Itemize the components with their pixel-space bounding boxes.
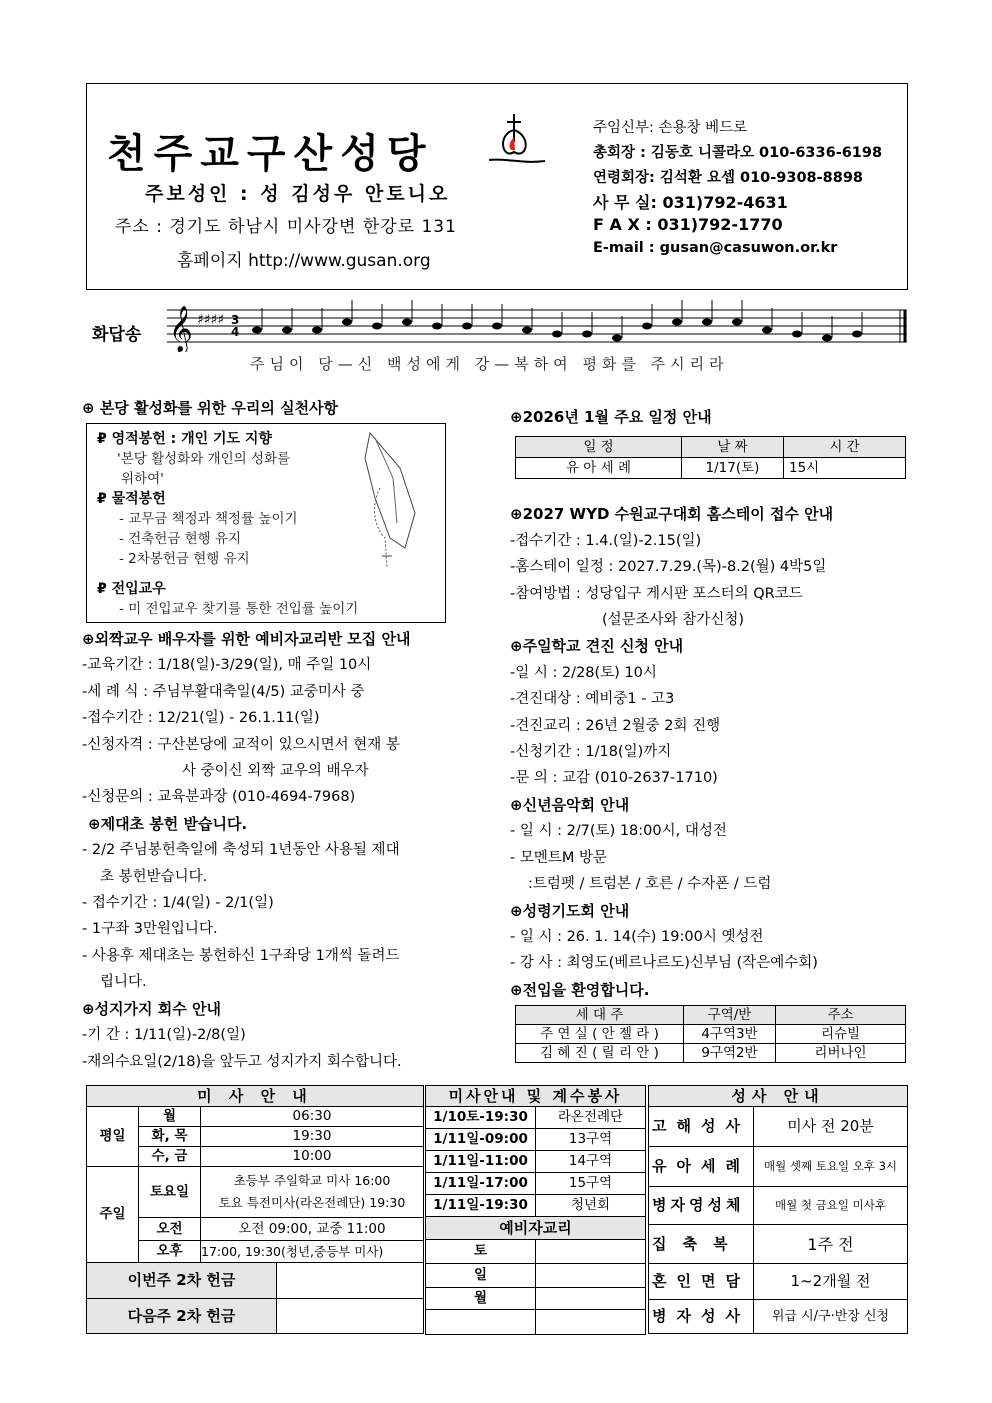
catechism-header: 예비자교리 bbox=[426, 1217, 646, 1240]
table-row bbox=[426, 1151, 646, 1173]
note bbox=[492, 323, 502, 330]
homepage-link[interactable]: 홈페이지 http://www.gusan.org bbox=[177, 251, 431, 271]
cell bbox=[536, 1264, 646, 1288]
catechism-line: -신청문의 : 교육분과장 (010-4694-7968) bbox=[82, 789, 356, 806]
table-row bbox=[649, 1225, 908, 1264]
wyd-line: -접수기간 : 1.4.(일)-2.15(일) bbox=[510, 532, 702, 549]
cell: 1/10토-19:30 bbox=[426, 1107, 536, 1129]
time: 19:30 bbox=[201, 1127, 424, 1147]
cell: 미사 전 20분 bbox=[754, 1107, 908, 1147]
candle-line: - 접수기간 : 1/4(일) - 2/1(일) bbox=[82, 895, 274, 912]
spirit-prayer-line: - 일 시 : 26. 1. 14(수) 19:00시 옛성전 bbox=[510, 928, 764, 945]
candle-line: - 사용후 제대초는 봉헌하신 1구좌당 1개씩 돌려드 bbox=[82, 947, 400, 964]
cell: 1/11일-09:00 bbox=[426, 1129, 536, 1151]
note bbox=[612, 335, 622, 342]
cell bbox=[426, 1310, 536, 1335]
catechism-line: 사 중이신 외짝 교우의 배우자 bbox=[182, 763, 369, 780]
svg-text:𝄞: 𝄞 bbox=[169, 306, 193, 352]
cell: 병자성사 bbox=[649, 1300, 754, 1334]
day: 토요일 bbox=[139, 1167, 201, 1218]
col-header: 날 짜 bbox=[682, 437, 784, 458]
psalm-label: 화답송 bbox=[92, 325, 142, 345]
address: 주소 : 경기도 하남시 미사강변 한강로 131 bbox=[115, 217, 457, 237]
cell: 리버나인 bbox=[776, 1044, 906, 1063]
fax: F A X : 031)792-1770 bbox=[593, 215, 783, 234]
cell: 매월 첫 금요일 미사후 bbox=[754, 1187, 908, 1225]
practice-title: ⊕ 본당 활성화를 위한 우리의 실천사항 bbox=[82, 399, 339, 417]
weekday-label: 평일 bbox=[87, 1107, 139, 1167]
right-column bbox=[510, 404, 910, 1063]
table-row bbox=[426, 1173, 646, 1195]
table-row bbox=[516, 1025, 906, 1044]
cell bbox=[536, 1310, 646, 1335]
cell: 고해성사 bbox=[649, 1107, 754, 1147]
cell: 1주 전 bbox=[754, 1225, 908, 1264]
day: 월 bbox=[139, 1107, 201, 1127]
cell: 1/11일-17:00 bbox=[426, 1173, 536, 1195]
note bbox=[522, 327, 532, 334]
cell: 14구역 bbox=[536, 1151, 646, 1173]
time: 오전 09:00, 교중 11:00 bbox=[201, 1218, 424, 1241]
wyd-line: -홈스테이 일정 : 2027.7.29.(목)-8.2(월) 4박5일 bbox=[510, 559, 827, 576]
offering-this-week: 이번주 2차 헌금 bbox=[87, 1263, 277, 1299]
concert-line: - 일 시 : 2/7(토) 18:00시, 대성전 bbox=[510, 823, 727, 840]
left-column bbox=[82, 395, 500, 421]
svg-text:3: 3 bbox=[231, 313, 240, 327]
candle-line: - 1구좌 3만원입니다. bbox=[82, 921, 218, 938]
wyd-line: (설문조사와 참가신청) bbox=[602, 612, 744, 629]
cell: 13구역 bbox=[536, 1129, 646, 1151]
cell: 9구역2반 bbox=[684, 1044, 776, 1063]
wyd-line: -참여방법 : 성당입구 게시판 포스터의 QR코드 bbox=[510, 585, 803, 602]
cell: 15시 bbox=[784, 458, 906, 479]
note bbox=[342, 319, 352, 326]
sunday-label: 주일 bbox=[87, 1167, 139, 1263]
table-row bbox=[426, 1129, 646, 1151]
service-title: 미사안내 및 계수봉사 bbox=[426, 1086, 646, 1107]
table-row bbox=[516, 458, 906, 479]
cell: 일 bbox=[426, 1264, 536, 1288]
concert-title: ⊕신년음악회 안내 bbox=[510, 795, 630, 814]
note bbox=[402, 319, 412, 326]
svg-text:4: 4 bbox=[231, 325, 240, 339]
day: 오전 bbox=[139, 1218, 201, 1241]
service-table bbox=[425, 1085, 646, 1335]
left-notices bbox=[82, 626, 500, 1075]
table-row bbox=[516, 1044, 906, 1063]
cell: 혼인면담 bbox=[649, 1264, 754, 1300]
cell bbox=[536, 1240, 646, 1264]
catechism-line: -접수기간 : 12/21(일) - 26.1.11(일) bbox=[82, 710, 320, 727]
mass-table bbox=[86, 1085, 424, 1334]
candle-line: 초 봉헌받습니다. bbox=[100, 868, 208, 885]
cell: 집축복 bbox=[649, 1225, 754, 1264]
offering-this-value bbox=[277, 1263, 424, 1299]
table-row bbox=[426, 1107, 646, 1129]
note bbox=[372, 323, 382, 330]
schedule-title: ⊕2026년 1월 주요 일정 안내 bbox=[510, 408, 712, 426]
table-row bbox=[649, 1264, 908, 1300]
practice-item-heading: ₽ 영적봉헌 : 개인 기도 지향 bbox=[97, 431, 272, 447]
confirmation-line: -견진대상 : 예비중1 - 고3 bbox=[510, 691, 675, 708]
cell: 토 bbox=[426, 1240, 536, 1264]
wyd-title: ⊕2027 WYD 수원교구대회 홈스테이 접수 안내 bbox=[510, 505, 834, 524]
sacrament-title: 성사 안내 bbox=[649, 1086, 908, 1107]
note bbox=[282, 327, 292, 334]
practice-item-text: - 건축헌금 현행 유지 bbox=[119, 531, 242, 547]
practice-item-heading: ₽ 물적봉헌 bbox=[97, 491, 166, 507]
pastor: 주임신부: 손용창 베드로 bbox=[593, 120, 748, 136]
note bbox=[252, 327, 262, 334]
confirmation-line: -문 의 : 교감 (010-2637-1710) bbox=[510, 770, 718, 787]
welcome-title: ⊕전입을 환영합니다. bbox=[510, 980, 650, 999]
practice-item-text: - 미 전입교우 찾기를 통한 전입률 높이기 bbox=[119, 601, 359, 617]
time: 17:00, 19:30(청년,중등부 미사) bbox=[201, 1241, 424, 1263]
time: 토요 특전미사(라온전례단) 19:30 bbox=[218, 1195, 406, 1210]
cell: 1~2개월 전 bbox=[754, 1264, 908, 1300]
cell: 1/11일-11:00 bbox=[426, 1151, 536, 1173]
table-row bbox=[649, 1107, 908, 1147]
cell: 15구역 bbox=[536, 1173, 646, 1195]
practice-item-text: '본당 활성화와 개인의 성화를 bbox=[117, 451, 291, 467]
col-header: 구역/반 bbox=[684, 1006, 776, 1025]
patron-saint: 주보성인 : 성 김성우 안토니오 bbox=[145, 183, 451, 205]
cell: 매월 셋째 토요일 오후 3시 bbox=[754, 1147, 908, 1187]
music-staff bbox=[167, 300, 912, 352]
cell: 주 연 실 ( 안 젤 라 ) bbox=[516, 1025, 684, 1044]
cell bbox=[536, 1288, 646, 1310]
note bbox=[792, 331, 802, 338]
svg-text:♯♯♯♯: ♯♯♯♯ bbox=[197, 312, 225, 328]
time: 초등부 주일학교 미사 16:00 bbox=[233, 1173, 391, 1188]
table-row bbox=[649, 1187, 908, 1225]
psalm-lyrics: 주님이 당—신 백성에게 강—복하여 평화를 주시리라 bbox=[250, 355, 729, 373]
note bbox=[582, 331, 592, 338]
catechism-line: -신청자격 : 구산본당에 교적이 있으시면서 현재 봉 bbox=[82, 736, 400, 753]
cell: 1/11일-19:30 bbox=[426, 1195, 536, 1217]
schedule-table bbox=[515, 436, 906, 479]
catechism-line: -교육기간 : 1/18(일)-3/29(일), 매 주일 10시 bbox=[82, 657, 372, 674]
note bbox=[822, 335, 832, 342]
concert-line: - 모멘트M 방문 bbox=[510, 849, 607, 866]
mass-title: 미 사 안 내 bbox=[87, 1086, 424, 1107]
spirit-prayer-line: - 강 사 : 최영도(베르나르도)신부님 (작은예수회) bbox=[510, 955, 818, 972]
table-row bbox=[426, 1195, 646, 1217]
cell: 유 아 세 례 bbox=[516, 458, 682, 479]
note bbox=[852, 331, 862, 338]
confirmation-title: ⊕주일학교 견진 신청 안내 bbox=[510, 637, 684, 656]
note bbox=[642, 323, 652, 330]
practice-item-text: 위하여' bbox=[121, 471, 164, 487]
note bbox=[432, 323, 442, 330]
note bbox=[672, 319, 682, 326]
funeral-head: 연령회장: 김석환 요셉 010-9308-8898 bbox=[593, 170, 864, 186]
cell: 김 혜 진 ( 릴 리 안 ) bbox=[516, 1044, 684, 1063]
time: 06:30 bbox=[201, 1107, 424, 1127]
col-header: 주소 bbox=[776, 1006, 906, 1025]
cell: 유아세례 bbox=[649, 1147, 754, 1187]
palm-title: ⊕성지가지 회수 안내 bbox=[82, 999, 221, 1018]
col-header: 세 대 주 bbox=[516, 1006, 684, 1025]
confirmation-line: -일 시 : 2/28(토) 10시 bbox=[510, 664, 657, 681]
col-header: 시 간 bbox=[784, 437, 906, 458]
palm-line: -기 간 : 1/11(일)-2/8(일) bbox=[82, 1027, 246, 1044]
catechism-title: ⊕외짝교우 배우자를 위한 예비자교리반 모집 안내 bbox=[82, 630, 411, 648]
table-row bbox=[649, 1300, 908, 1334]
confirmation-line: -신청기간 : 1/18(일)까지 bbox=[510, 744, 672, 761]
email[interactable]: E-mail : gusan@casuwon.or.kr bbox=[593, 240, 838, 256]
table-row bbox=[649, 1147, 908, 1187]
note bbox=[762, 327, 772, 334]
confirmation-line: -견진교리 : 26년 2월중 2회 진행 bbox=[510, 717, 721, 734]
practice-item-heading: ₽ 전입교우 bbox=[97, 581, 166, 597]
practice-item-text: - 2차봉헌금 현행 유지 bbox=[119, 551, 250, 567]
note bbox=[312, 327, 322, 334]
office-phone: 사 무 실: 031)792-4631 bbox=[593, 193, 788, 212]
cell: 월 bbox=[426, 1288, 536, 1310]
time: 10:00 bbox=[201, 1147, 424, 1167]
cell: 1/17(토) bbox=[682, 458, 784, 479]
cell: 4구역3반 bbox=[684, 1025, 776, 1044]
candle-line: - 2/2 주님봉헌축일에 축성되 1년동안 사용될 제대 bbox=[82, 842, 400, 859]
day: 화, 목 bbox=[139, 1127, 201, 1147]
cell: 병자영성체 bbox=[649, 1187, 754, 1225]
cell: 위급 시/구·반장 신청 bbox=[754, 1300, 908, 1334]
offering-next-week: 다음주 2차 헌금 bbox=[87, 1299, 277, 1334]
psalm-response bbox=[82, 295, 912, 375]
cell: 리슈빌 bbox=[776, 1025, 906, 1044]
palm-line: -재의수요일(2/18)을 앞두고 성지가지 회수합니다. bbox=[82, 1053, 402, 1070]
offering-next-value bbox=[277, 1299, 424, 1334]
church-logo-icon bbox=[487, 112, 547, 167]
note bbox=[732, 319, 742, 326]
cell: 라온전례단 bbox=[536, 1107, 646, 1129]
catechism-line: -세 례 식 : 주님부활대축일(4/5) 교중미사 중 bbox=[82, 683, 365, 700]
sacrament-table bbox=[648, 1085, 908, 1334]
welcome-table bbox=[515, 1005, 906, 1063]
church-title: 천주교구산성당 bbox=[107, 130, 434, 177]
note bbox=[702, 319, 712, 326]
candle-title: ⊕제대초 봉헌 받습니다. bbox=[88, 814, 248, 833]
note bbox=[462, 323, 472, 330]
practice-item-text: - 교무금 책정과 책정률 높이기 bbox=[119, 511, 298, 527]
col-header: 일 정 bbox=[516, 437, 682, 458]
president: 총회장 : 김동호 니콜라오 010-6336-6198 bbox=[593, 145, 883, 161]
day: 오후 bbox=[139, 1241, 201, 1263]
day: 수, 금 bbox=[139, 1147, 201, 1167]
praying-hands-icon bbox=[345, 428, 425, 578]
cell: 청년회 bbox=[536, 1195, 646, 1217]
spirit-prayer-title: ⊕성령기도회 안내 bbox=[510, 901, 630, 920]
concert-line: :트럼펫 / 트럼본 / 호른 / 수자폰 / 드럼 bbox=[528, 876, 772, 893]
note bbox=[552, 331, 562, 338]
candle-line: 립니다. bbox=[100, 974, 147, 991]
header-box bbox=[86, 83, 908, 290]
